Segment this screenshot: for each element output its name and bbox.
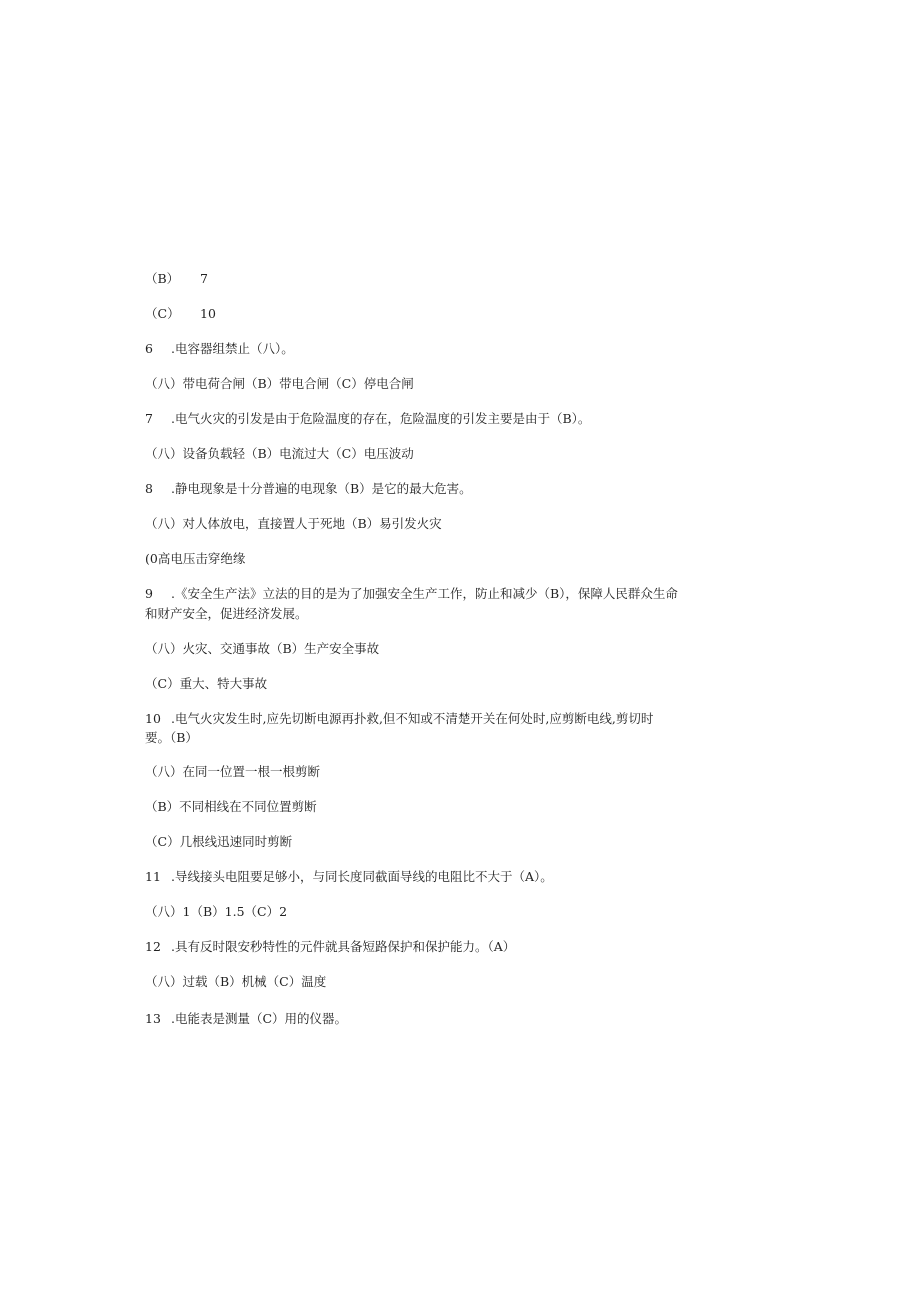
question-text: .导线接头电阻要足够小，与同长度同截面导线的电阻比不大于（A）。 xyxy=(171,869,553,884)
options-line xyxy=(145,443,705,465)
question-text: .静电现象是十分普遍的电现象（B）是它的最大危害。 xyxy=(171,481,472,496)
options-line xyxy=(145,673,705,695)
question-text: .电容器组禁止（八）。 xyxy=(171,341,294,356)
option-label: （C） xyxy=(145,306,180,321)
question-text: .电气火灾发生时,应先切断电源再扑救,但不知或不清楚开关在何处时,应剪断电线,剪切时 xyxy=(171,711,654,726)
question-text: .电能表是测量（C）用的仪器。 xyxy=(171,1011,348,1026)
question-number: 10 xyxy=(145,711,161,726)
question-line xyxy=(145,583,705,605)
question-number: 7 xyxy=(145,411,153,426)
question-line xyxy=(145,1008,705,1030)
question-text-continued: 和财产安全，促进经济发展。 xyxy=(145,606,308,621)
question-text: .《安全生产法》立法的目的是为了加强安全生产工作，防止和减少（B），保障人民群众生命 xyxy=(171,586,678,601)
options-line xyxy=(145,373,705,395)
question-line xyxy=(145,936,705,958)
question-number: 13 xyxy=(145,1011,161,1026)
options-line xyxy=(145,796,705,818)
question-number: 8 xyxy=(145,481,153,496)
question-continuation xyxy=(145,603,705,625)
options-line xyxy=(145,831,705,853)
question-line xyxy=(145,866,705,888)
options-text: （八）对人体放电，直接置人于死地（B）易引发火灾 xyxy=(145,516,442,531)
options-text: （八）在同一位置一根一根剪断 xyxy=(145,764,321,779)
options-text: （八）火灾、交通事故（B）生产安全事故 xyxy=(145,641,380,656)
question-text: .电气火灾的引发是由于危险温度的存在，危险温度的引发主要是由于（B）。 xyxy=(171,411,591,426)
option-line xyxy=(145,268,705,290)
question-number: 11 xyxy=(145,869,161,884)
options-text: （C）几根线迅速同时剪断 xyxy=(145,834,293,849)
options-line xyxy=(145,761,705,783)
question-line xyxy=(145,408,705,430)
options-text: （八）过载（B）机械（C）温度 xyxy=(145,974,327,989)
question-continuation xyxy=(145,727,705,749)
question-line xyxy=(145,478,705,500)
options-line xyxy=(145,901,705,923)
option-value: 7 xyxy=(200,271,208,286)
question-number: 9 xyxy=(145,586,153,601)
option-value: 10 xyxy=(200,306,216,321)
options-text: （C）重大、特大事故 xyxy=(145,676,268,691)
options-text: （B）不同相线在不同位置剪断 xyxy=(145,799,317,814)
question-text-continued: 要。（B） xyxy=(145,730,198,745)
options-line xyxy=(145,513,705,535)
options-text: （八）设备负载轻（B）电流过大（C）电压波动 xyxy=(145,446,414,461)
options-line xyxy=(145,971,705,993)
question-number: 12 xyxy=(145,939,161,954)
question-number: 6 xyxy=(145,341,153,356)
question-text: .具有反时限安秒特性的元件就具备短路保护和保护能力。（A） xyxy=(171,939,516,954)
option-label: （B） xyxy=(145,271,180,286)
question-line xyxy=(145,338,705,360)
options-line xyxy=(145,638,705,660)
options-text: （八）1（B）1.5（C）2 xyxy=(145,904,288,919)
options-text: （八）带电荷合闸（B）带电合闸（C）停电合闸 xyxy=(145,376,414,391)
option-line xyxy=(145,303,705,325)
options-line xyxy=(145,548,705,570)
options-text: (0高电压击穿绝缘 xyxy=(145,551,246,566)
